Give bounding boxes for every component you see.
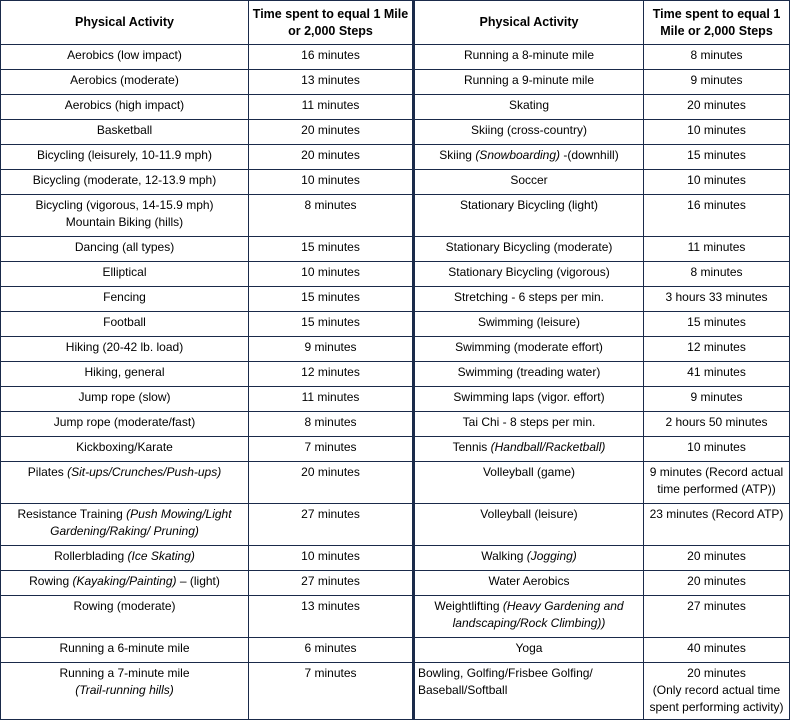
time-cell: 20 minutes <box>249 120 414 145</box>
time-cell: 20 minutes <box>644 95 790 120</box>
activity-cell: Soccer <box>414 170 644 195</box>
activity-text: Rollerblading <box>54 549 128 563</box>
header-time-left <box>249 1 414 45</box>
table-row <box>1 195 790 237</box>
activity-line: Bowling, Golfing/Frisbee Golfing/ <box>418 666 593 680</box>
time-cell: 7 minutes <box>249 663 414 720</box>
table-row <box>1 504 790 546</box>
time-cell: 20 minutes <box>249 145 414 170</box>
activity-text: Walking <box>481 549 527 563</box>
activity-cell <box>1 504 249 546</box>
activity-text: Pilates <box>27 465 68 479</box>
table-row <box>1 70 790 95</box>
time-cell: 7 minutes <box>249 437 414 462</box>
time-cell: 27 minutes <box>249 571 414 596</box>
time-cell: 27 minutes <box>249 504 414 546</box>
time-cell: 11 minutes <box>249 387 414 412</box>
time-cell: 20 minutes <box>644 571 790 596</box>
activity-cell: Tai Chi - 8 steps per min. <box>414 412 644 437</box>
table-row <box>1 437 790 462</box>
table-row <box>1 412 790 437</box>
table-row <box>1 362 790 387</box>
activity-cell <box>414 596 644 638</box>
activity-cell: Aerobics (moderate) <box>1 70 249 95</box>
time-cell: 11 minutes <box>644 237 790 262</box>
header-physical-activity-left: Physical Activity <box>1 1 249 45</box>
table-row <box>1 337 790 362</box>
activity-cell: Rowing (moderate) <box>1 596 249 638</box>
table-row <box>1 596 790 638</box>
activity-cell: Kickboxing/Karate <box>1 437 249 462</box>
activity-cell <box>1 663 249 720</box>
time-cell: 12 minutes <box>249 362 414 387</box>
activity-cell: Swimming (treading water) <box>414 362 644 387</box>
activity-italic-text: (Ice Skating) <box>127 549 195 563</box>
activity-cell <box>414 145 644 170</box>
activity-cell: Football <box>1 312 249 337</box>
activity-text: -(downhill) <box>560 148 619 162</box>
header-time-right <box>644 1 790 45</box>
time-cell: 8 minutes <box>644 262 790 287</box>
time-line: 20 minutes <box>687 666 746 680</box>
activity-cell: Basketball <box>1 120 249 145</box>
activity-italic-line: Gardening/Raking/ Pruning) <box>50 524 199 538</box>
time-cell: 10 minutes <box>644 170 790 195</box>
table-row <box>1 638 790 663</box>
table-row <box>1 145 790 170</box>
time-cell: 20 minutes <box>249 462 414 504</box>
activity-italic-text: (Kayaking/Painting) <box>72 574 177 588</box>
activity-cell: Aerobics (low impact) <box>1 45 249 70</box>
activity-cell: Dancing (all types) <box>1 237 249 262</box>
time-cell: 9 minutes <box>644 387 790 412</box>
activity-cell: Running a 6-minute mile <box>1 638 249 663</box>
table-row <box>1 312 790 337</box>
activity-cell <box>1 462 249 504</box>
activity-cell: Volleyball (leisure) <box>414 504 644 546</box>
header-time-line1: Time spent to equal <box>252 6 370 21</box>
time-cell: 12 minutes <box>644 337 790 362</box>
table-row <box>1 663 790 720</box>
time-cell: 8 minutes <box>249 412 414 437</box>
activity-italic-line: landscaping/Rock Climbing)) <box>452 616 606 630</box>
time-cell: 10 minutes <box>249 546 414 571</box>
table-row <box>1 546 790 571</box>
header-physical-activity-right: Physical Activity <box>414 1 644 45</box>
header-row <box>1 1 790 45</box>
time-cell: 16 minutes <box>644 195 790 237</box>
activity-cell: Fencing <box>1 287 249 312</box>
activity-cell: Elliptical <box>1 262 249 287</box>
activity-text: – (light) <box>176 574 220 588</box>
activity-cell: Bicycling (moderate, 12-13.9 mph) <box>1 170 249 195</box>
activity-cell: Hiking, general <box>1 362 249 387</box>
table-row <box>1 262 790 287</box>
time-cell: 13 minutes <box>249 596 414 638</box>
time-cell: 10 minutes <box>644 437 790 462</box>
time-cell: 11 minutes <box>249 95 414 120</box>
activity-cell: Skiing (cross-country) <box>414 120 644 145</box>
activity-cell <box>414 437 644 462</box>
table-row <box>1 462 790 504</box>
activity-cell: Stretching - 6 steps per min. <box>414 287 644 312</box>
activity-cell: Skating <box>414 95 644 120</box>
activity-line: Bicycling (vigorous, 14-15.9 mph) <box>35 198 214 212</box>
time-cell: 6 minutes <box>249 638 414 663</box>
activity-cell: Hiking (20-42 lb. load) <box>1 337 249 362</box>
activity-line: Baseball/Softball <box>418 683 508 697</box>
time-cell: 2 hours 50 minutes <box>644 412 790 437</box>
activity-cell <box>1 571 249 596</box>
activity-cell: Volleyball (game) <box>414 462 644 504</box>
time-cell <box>644 663 790 720</box>
activity-cell: Running a 8-minute mile <box>414 45 644 70</box>
activity-cell: Stationary Bicycling (vigorous) <box>414 262 644 287</box>
activity-cell: Running a 9-minute mile <box>414 70 644 95</box>
activity-cell <box>414 546 644 571</box>
activity-text: Rowing <box>29 574 73 588</box>
time-line: 9 minutes (Record actual <box>649 465 784 479</box>
activity-cell: Yoga <box>414 638 644 663</box>
time-cell: 23 minutes (Record ATP) <box>644 504 790 546</box>
table-row <box>1 387 790 412</box>
table-row <box>1 571 790 596</box>
activity-line: Weightlifting (Heavy Gardening and <box>434 599 624 613</box>
activity-line: Running a 7-minute mile <box>59 666 190 680</box>
activity-cell: Stationary Bicycling (moderate) <box>414 237 644 262</box>
time-cell: 9 minutes <box>644 70 790 95</box>
activity-italic-text: (Handball/Racketball) <box>490 440 606 454</box>
activity-italic-text: (Sit-ups/Crunches/Push-ups) <box>67 465 222 479</box>
table-row <box>1 170 790 195</box>
header-time-line1: Time spent to equal <box>652 6 770 21</box>
time-cell: 10 minutes <box>644 120 790 145</box>
table-row <box>1 237 790 262</box>
activity-line: Mountain Biking (hills) <box>65 215 184 229</box>
activity-cell: Swimming laps (vigor. effort) <box>414 387 644 412</box>
table-row <box>1 120 790 145</box>
activity-cell <box>1 195 249 237</box>
activity-cell <box>414 663 644 720</box>
time-cell: 20 minutes <box>644 546 790 571</box>
time-cell: 13 minutes <box>249 70 414 95</box>
time-cell: 15 minutes <box>249 237 414 262</box>
activity-cell: Swimming (moderate effort) <box>414 337 644 362</box>
activity-cell: Jump rope (slow) <box>1 387 249 412</box>
time-cell: 40 minutes <box>644 638 790 663</box>
table-row <box>1 95 790 120</box>
time-cell: 16 minutes <box>249 45 414 70</box>
table-row <box>1 287 790 312</box>
time-cell: 15 minutes <box>249 287 414 312</box>
time-cell: 8 minutes <box>644 45 790 70</box>
header-time-line2: 1 Mile or 2,000 Steps <box>288 6 409 38</box>
time-cell: 8 minutes <box>249 195 414 237</box>
activity-italic-text: (Snowboarding) <box>475 148 561 162</box>
time-cell: 27 minutes <box>644 596 790 638</box>
activity-cell: Jump rope (moderate/fast) <box>1 412 249 437</box>
time-line: spent performing activity) <box>649 700 784 714</box>
time-line: time performed (ATP)) <box>657 482 776 496</box>
activity-text: Tennis <box>452 440 491 454</box>
activity-italic-text: (Push Mowing/Light <box>126 507 232 521</box>
header-time-line2: 1 Mile or 2,000 Steps <box>660 6 781 38</box>
time-cell: 10 minutes <box>249 262 414 287</box>
time-line: (Only record actual time <box>652 683 781 697</box>
time-cell: 3 hours 33 minutes <box>644 287 790 312</box>
time-cell: 15 minutes <box>644 145 790 170</box>
activity-italic-text: (Jogging) <box>526 549 577 563</box>
activity-italic-text: (Heavy Gardening and <box>502 599 624 613</box>
activity-cell <box>1 546 249 571</box>
time-cell: 9 minutes <box>249 337 414 362</box>
time-cell: 10 minutes <box>249 170 414 195</box>
time-cell <box>644 462 790 504</box>
activity-italic-line: (Trail-running hills) <box>75 683 174 697</box>
table-row <box>1 45 790 70</box>
activity-cell: Water Aerobics <box>414 571 644 596</box>
time-cell: 41 minutes <box>644 362 790 387</box>
time-cell: 15 minutes <box>644 312 790 337</box>
activity-text: Skiing <box>439 148 476 162</box>
activity-cell: Aerobics (high impact) <box>1 95 249 120</box>
activity-cell: Bicycling (leisurely, 10-11.9 mph) <box>1 145 249 170</box>
activity-cell: Stationary Bicycling (light) <box>414 195 644 237</box>
activity-line: Resistance Training (Push Mowing/Light <box>17 507 232 521</box>
activity-cell: Swimming (leisure) <box>414 312 644 337</box>
time-cell: 15 minutes <box>249 312 414 337</box>
